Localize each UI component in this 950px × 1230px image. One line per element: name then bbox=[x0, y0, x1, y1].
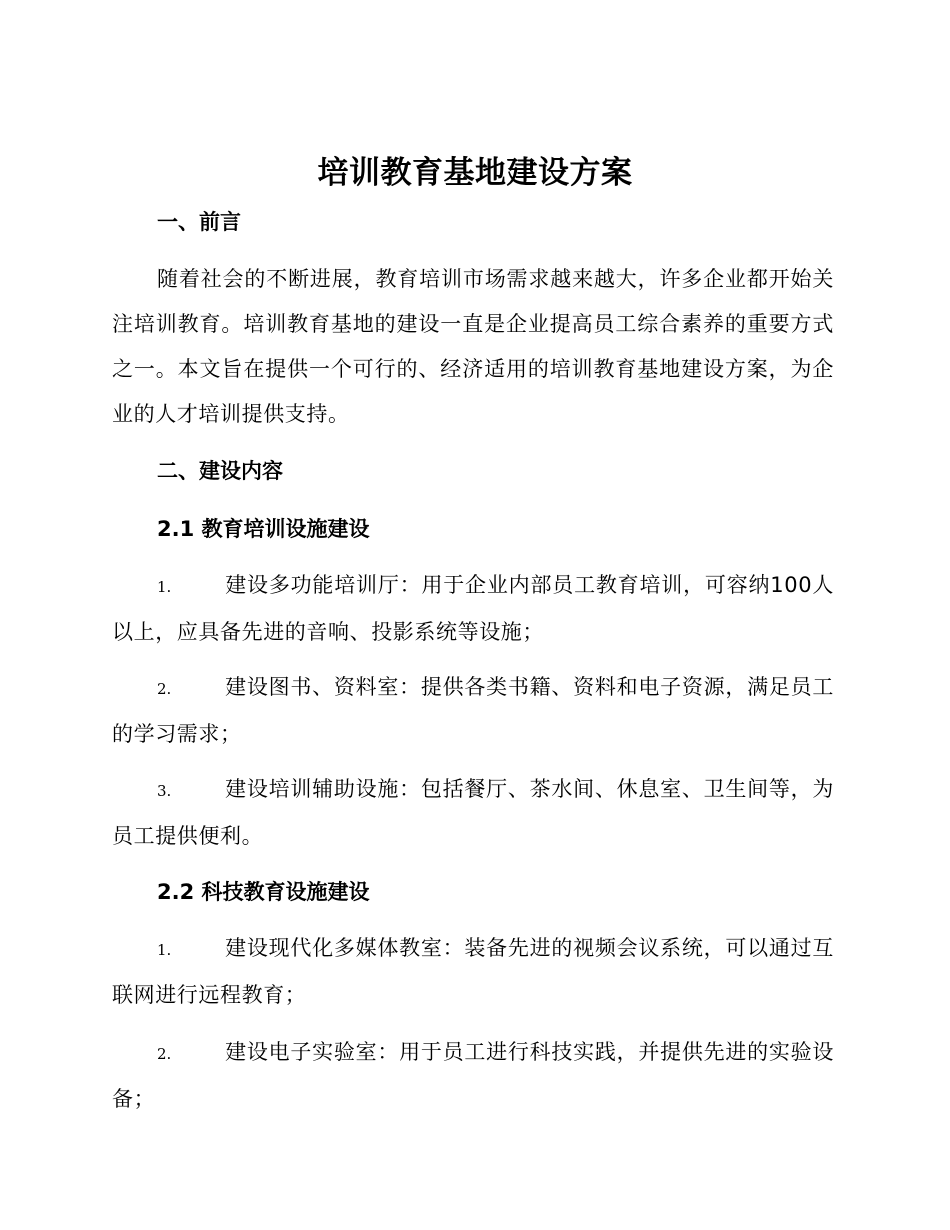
subsection-heading-tech-facilities: 2.2 科技教育设施建设 bbox=[157, 880, 370, 904]
list-number: 3. bbox=[157, 782, 172, 800]
list-number: 2. bbox=[157, 1045, 172, 1063]
list-item bbox=[112, 665, 834, 757]
list-item bbox=[112, 1030, 834, 1122]
section-heading-preface: 一、前言 bbox=[157, 210, 241, 234]
list-item bbox=[112, 926, 834, 1018]
list-item-text: 建设现代化多媒体教室：装备先进的视频会议系统，可以通过互联网进行远程教育； bbox=[112, 936, 834, 1007]
list-item-text: 建设多功能培训厅：用于企业内部员工教育培训，可容纳100人以上，应具备先进的音响、投影系统等设施； bbox=[112, 573, 834, 644]
subsection-heading-training-facilities: 2.1 教育培训设施建设 bbox=[157, 517, 370, 541]
list-item bbox=[112, 767, 834, 859]
list-item-text: 建设培训辅助设施：包括餐厅、茶水间、休息室、卫生间等，为员工提供便利。 bbox=[112, 777, 834, 848]
document-title: 培训教育基地建设方案 bbox=[317, 155, 633, 191]
section-heading-construction: 二、建设内容 bbox=[157, 459, 283, 483]
list-number: 2. bbox=[157, 680, 172, 698]
list-number: 1. bbox=[157, 578, 172, 596]
list-number: 1. bbox=[157, 941, 172, 959]
preface-paragraph: 随着社会的不断进展，教育培训市场需求越来越大，许多企业都开始关注培训教育。培训教育基地的建设一直是企业提高员工综合素养的重要方式之一。本文旨在提供一个可行的、经济适用的培训教育基地建设方案，为企业的人才培训提供支持。 bbox=[112, 267, 834, 426]
list-item bbox=[112, 563, 834, 655]
list-item-text: 建设图书、资料室：提供各类书籍、资料和电子资源，满足员工的学习需求； bbox=[112, 675, 834, 746]
list-item-text: 建设电子实验室：用于员工进行科技实践，并提供先进的实验设备； bbox=[112, 1040, 834, 1111]
